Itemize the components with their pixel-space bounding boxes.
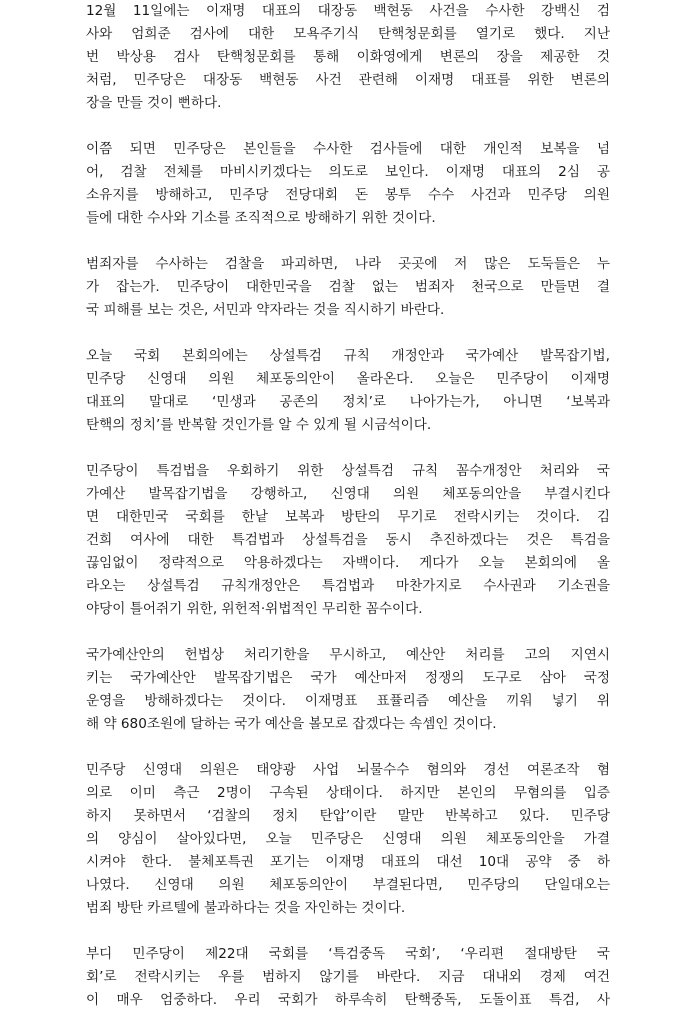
paragraph xyxy=(86,759,610,920)
paragraph-spacer xyxy=(86,920,610,943)
paragraph-spacer xyxy=(86,230,610,253)
text-line: 해 약 680조원에 달하는 국가 예산을 볼모로 잡겠다는 속셈인 것이다. xyxy=(86,716,497,732)
text-line: 라오는 상설특검 규칙개정안은 특검법과 마찬가지로 수사권과 기소권을 xyxy=(86,578,610,594)
text-line: 가예산 발목잡기법을 강행하고, 신영대 의원 체포동의안을 부결시킨다 xyxy=(86,486,610,502)
paragraph xyxy=(86,460,610,621)
text-line: 민주당 신영대 의원 체포동의안이 올라온다. 오늘은 민주당이 이재명 xyxy=(86,371,610,387)
text-line: 12월 11일에는 이재명 대표의 대장동 백현동 사건을 수사한 강백신 검 xyxy=(86,3,610,19)
paragraph-spacer xyxy=(86,115,610,138)
paragraph-spacer xyxy=(86,437,610,460)
text-line: 회’로 전락시키는 우를 범하지 않기를 바란다. 지금 대내외 경제 여건 xyxy=(86,969,610,985)
text-line: 사와 엄희준 검사에 대한 모욕주기식 탄핵청문회를 열기로 했다. 지난 xyxy=(86,26,610,42)
text-line: 어, 검찰 전체를 마비시키겠다는 의도로 보인다. 이재명 대표의 2심 공 xyxy=(86,164,610,180)
text-line: 나였다. 신영대 의원 체포동의안이 부결된다면, 민주당의 단일대오는 xyxy=(86,877,610,893)
text-line: 장을 만들 것이 뻔하다. xyxy=(86,95,222,111)
text-line: 민주당 신영대 의원은 태양광 사업 뇌물수수 혐의와 경선 여론조작 혐 xyxy=(86,762,610,778)
paragraph xyxy=(86,345,610,437)
text-line: 면 대한민국 국회를 한낱 보복과 방탄의 무기로 전락시키는 것이다. 김 xyxy=(86,509,610,525)
text-line: 건희 여사에 대한 특검법과 상설특검을 동시 추진하겠다는 것은 특검을 xyxy=(86,532,610,548)
text-line: 오늘 국회 본회의에는 상설특검 규칙 개정안과 국가예산 발목잡기법, xyxy=(86,348,610,364)
text-line: 소유지를 방해하고, 민주당 전당대회 돈 봉투 수수 사건과 민주당 의원 xyxy=(86,187,610,203)
paragraph xyxy=(86,943,610,1012)
text-line: 민주당이 특검법을 우회하기 위한 상설특검 규칙 꼼수개정안 처리와 국 xyxy=(86,463,610,479)
text-line: 끊임없이 정략적으로 악용하겠다는 자백이다. 게다가 오늘 본회의에 올 xyxy=(86,555,610,571)
text-line: 운영을 방해하겠다는 것이다. 이재명표 표퓰리즘 예산을 끼워 넣기 위 xyxy=(86,693,610,709)
text-line: 부디 민주당이 제22대 국회를 ‘특검중독 국회’, ‘우리편 절대방탄 국 xyxy=(86,946,610,962)
text-line: 처럼, 민주당은 대장동 백현동 사건 관련해 이재명 대표를 위한 변론의 xyxy=(86,72,610,88)
paragraph xyxy=(86,253,610,322)
paragraph xyxy=(86,644,610,736)
text-line: 대표의 말대로 ‘민생과 공존의 정치’로 나아가는가, 아니면 ‘보복과 xyxy=(86,394,610,410)
text-line: 하지 못하면서 ‘검찰의 정치 탄압’이란 말만 반복하고 있다. 민주당 xyxy=(86,808,610,824)
text-line: 의로 이미 측근 2명이 구속된 상태이다. 하지만 본인의 무혐의를 입증 xyxy=(86,785,610,801)
paragraph-spacer xyxy=(86,736,610,759)
document-body xyxy=(86,0,610,1012)
text-line: 번 박상용 검사 탄핵청문회를 통해 이화영에게 변론의 장을 제공한 것 xyxy=(86,49,610,65)
text-line: 가 잡는가. 민주당이 대한민국을 검찰 없는 범죄자 천국으로 만들면 결 xyxy=(86,279,610,295)
paragraph xyxy=(86,138,610,230)
paragraph-spacer xyxy=(86,621,610,644)
text-line: 키는 국가예산안 발목잡기법은 국가 예산마저 정쟁의 도구로 삼아 국정 xyxy=(86,670,610,686)
text-line: 범죄자를 수사하는 검찰을 파괴하면, 나라 곳곳에 저 많은 도둑들은 누 xyxy=(86,256,610,272)
text-line: 들에 대한 수사와 기소를 조직적으로 방해하기 위한 것이다. xyxy=(86,210,436,226)
text-line: 의 양심이 살아있다면, 오늘 민주당은 신영대 의원 체포동의안을 가결 xyxy=(86,831,610,847)
text-line: 국 피해를 보는 것은, 서민과 약자라는 것을 직시하기 바란다. xyxy=(86,302,445,318)
text-line: 이쯤 되면 민주당은 본인들을 수사한 검사들에 대한 개인적 보복을 넘 xyxy=(86,141,610,157)
text-line: 탄핵의 정치’를 반복할 것인가를 알 수 있게 될 시금석이다. xyxy=(86,417,432,433)
text-line: 국가예산안의 헌법상 처리기한을 무시하고, 예산안 처리를 고의 지연시 xyxy=(86,647,610,663)
paragraph-spacer xyxy=(86,322,610,345)
text-line: 야당이 틀어쥐기 위한, 위헌적·위법적인 무리한 꼼수이다. xyxy=(86,601,423,617)
paragraph xyxy=(86,0,610,115)
text-line: 이 매우 엄중하다. 우리 국회가 하루속히 탄핵중독, 도돌이표 특검, 사 xyxy=(86,992,610,1008)
text-line: 시켜야 한다. 불체포특권 포기는 이재명 대표의 대선 10대 공약 중 하 xyxy=(86,854,610,870)
text-line: 범죄 방탄 카르텔에 불과하다는 것을 자인하는 것이다. xyxy=(86,900,406,916)
